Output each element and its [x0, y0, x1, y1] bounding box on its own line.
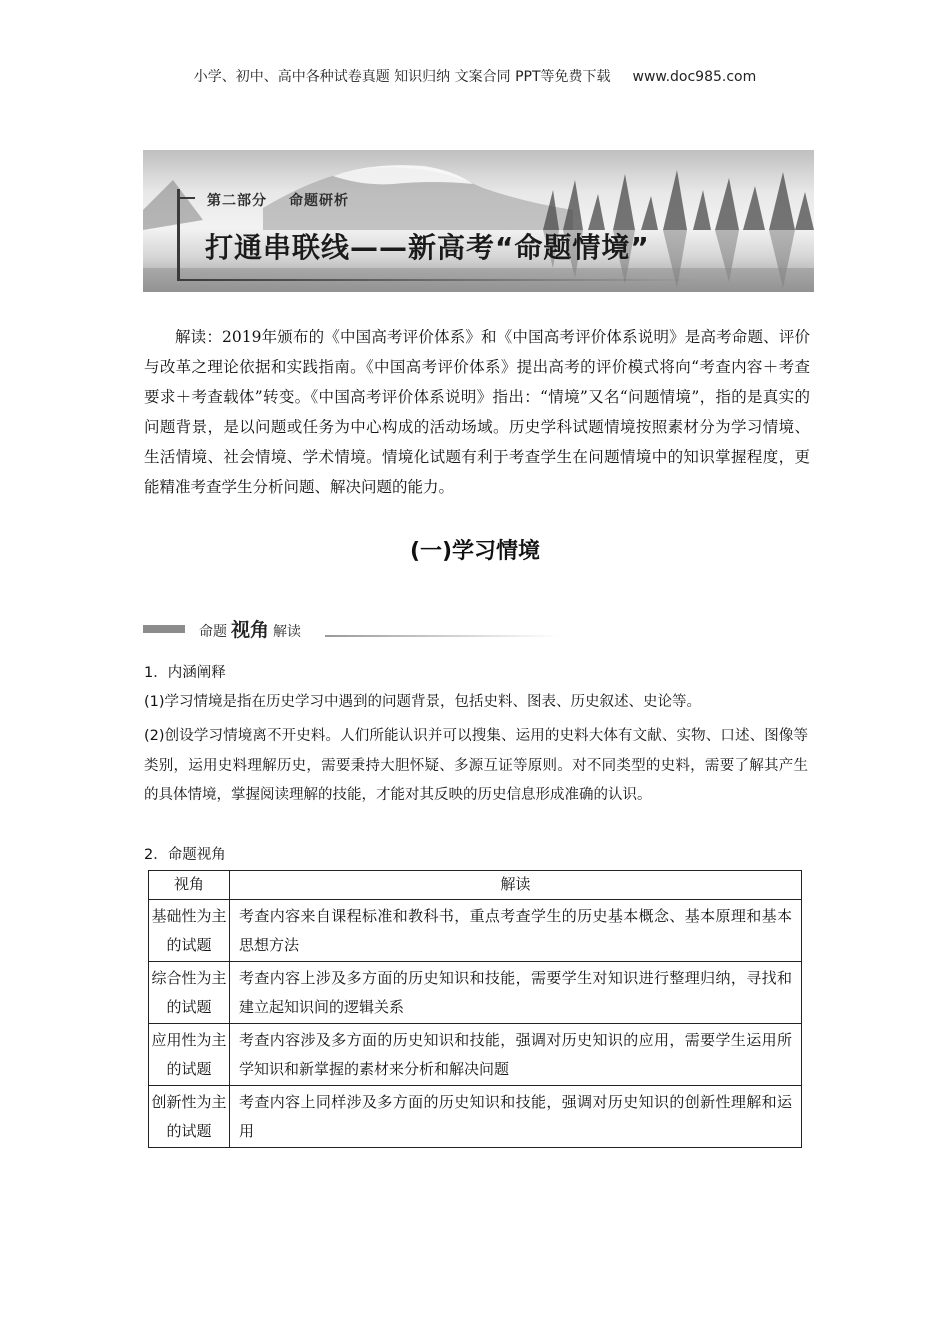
- chapter-banner: [143, 150, 814, 292]
- chapter-title: 打通串联线——新高考“命题情境”: [205, 231, 650, 264]
- subbanner-post: 解读: [273, 624, 302, 640]
- site-header-text: 小学、初中、高中各种试卷真题 知识归纳 文案合同 PPT等免费下载: [193, 69, 611, 85]
- subsection-banner: [143, 613, 563, 643]
- part-number: 第二部分: [207, 193, 267, 209]
- table-header-row: [149, 871, 802, 900]
- subbanner-bar: [143, 625, 185, 633]
- angle-cell: 基础性为主的试题: [149, 900, 230, 962]
- desc-cell: 考查内容涉及多方面的历史知识和技能，强调对历史知识的应用，需要学生运用所学知识和新掌握的素材来分析和解决问题: [230, 1024, 802, 1086]
- table-row: [149, 900, 802, 962]
- paragraph-2: (2)创设学习情境离不开史料。人们所能认识并可以搜集、运用的史料大体有文献、实物、口述、图像等类别，运用史料理解历史，需要秉持大胆怀疑、多源互证等原则。对不同类型的史料，需要了解其产生的具体情境，掌握阅读理解的技能，才能对其反映的历史信息形成准确的认识。: [144, 728, 808, 803]
- angle-cell: 创新性为主的试题: [149, 1086, 230, 1148]
- section-heading: (一)学习情境: [409, 539, 541, 564]
- paragraph-1: (1)学习情境是指在历史学习中遇到的问题背景，包括史料、图表、历史叙述、史论等。: [144, 694, 702, 710]
- table-row: [149, 962, 802, 1024]
- part-title: 命题研析: [289, 193, 349, 209]
- heading-connotation: 1．内涵阐释: [144, 665, 226, 681]
- angle-cell: 综合性为主的试题: [149, 962, 230, 1024]
- subbanner-rule: [325, 635, 560, 637]
- site-header: [0, 66, 950, 86]
- banner-underline: [177, 279, 697, 281]
- heading-perspectives: 2．命题视角: [144, 847, 226, 863]
- header-interpretation: 解读: [230, 871, 802, 900]
- table-row: [149, 1024, 802, 1086]
- banner-vertical-rule: [177, 189, 180, 281]
- site-url[interactable]: www.doc985.com: [632, 69, 757, 85]
- angle-cell: 应用性为主的试题: [149, 1024, 230, 1086]
- landscape-illustration: [143, 150, 814, 292]
- subbanner-emphasis: 视角: [231, 619, 270, 641]
- desc-cell: 考查内容上涉及多方面的历史知识和技能，需要学生对知识进行整理归纳，寻找和建立起知识间的逻辑关系: [230, 962, 802, 1024]
- perspective-table: [148, 870, 802, 1148]
- desc-cell: 考查内容上同样涉及多方面的历史知识和技能，强调对历史知识的创新性理解和运用: [230, 1086, 802, 1148]
- part-label: [207, 190, 349, 210]
- header-angle: 视角: [149, 871, 230, 900]
- intro-paragraph: 解读：2019年颁布的《中国高考评价体系》和《中国高考评价体系说明》是高考命题、评价与改革之理论依据和实践指南。《中国高考评价体系》提出高考的评价模式将向“考查内容＋考查要求＋考查载体”转变。《中国高考评价体系说明》指出：“情境”又名“问题情境”，指的是真实的问题背景，是以问题或任务为中心构成的活动场域。历史学科试题情境按照素材分为学习情境、生活情境、社会情境、学术情境。情境化试题有利于考查学生在问题情境中的知识掌握程度，更能精准考查学生分析问题、解决问题的能力。: [144, 328, 810, 496]
- desc-cell: 考查内容来自课程标准和教科书，重点考查学生的历史基本概念、基本原理和基本思想方法: [230, 900, 802, 962]
- subbanner-pre: 命题: [199, 624, 227, 640]
- table-row: [149, 1086, 802, 1148]
- subbanner-title: [199, 615, 301, 642]
- banner-tick: [177, 197, 195, 199]
